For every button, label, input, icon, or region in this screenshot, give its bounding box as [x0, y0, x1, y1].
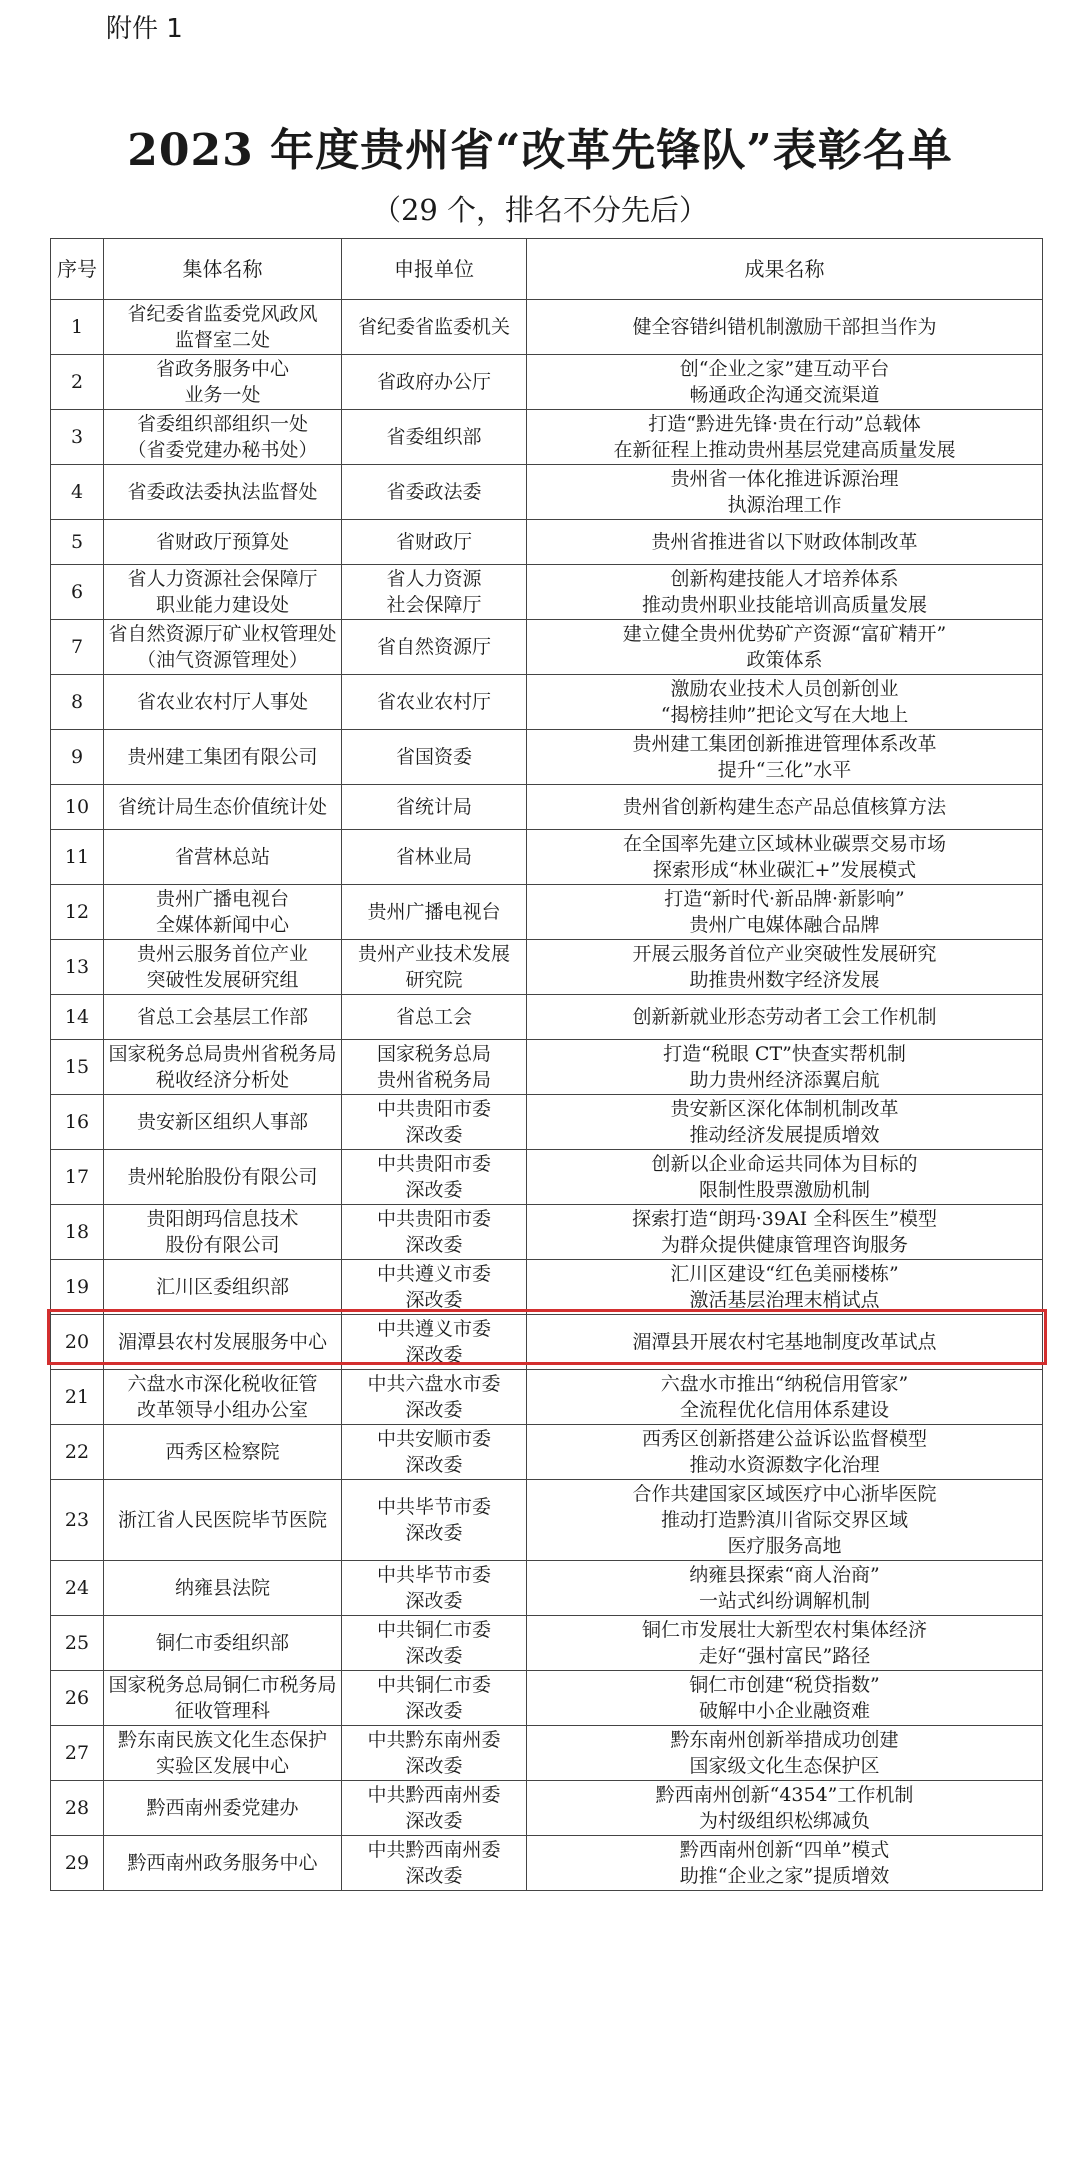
achievement-name: 贵州省推进省以下财政体制改革: [527, 520, 1043, 565]
achievement-name: 黔西南州创新“4354”工作机制 为村级组织松绑减负: [527, 1781, 1043, 1836]
row-number: 13: [51, 940, 104, 995]
row-number: 15: [51, 1040, 104, 1095]
reporting-unit: 省人力资源 社会保障厅: [342, 565, 527, 620]
page-subtitle: （29 个，排名不分先后）: [371, 193, 709, 227]
group-name: 铜仁市委组织部: [104, 1616, 342, 1671]
group-name: 浙江省人民医院毕节医院: [104, 1480, 342, 1561]
table-row: [51, 1260, 1043, 1315]
achievement-name: 贵安新区深化体制机制改革 推动经济发展提质增效: [527, 1095, 1043, 1150]
reporting-unit: 省委政法委: [342, 465, 527, 520]
group-name: 贵州建工集团有限公司: [104, 730, 342, 785]
reporting-unit: 省林业局: [342, 830, 527, 885]
reporting-unit: 贵州产业技术发展 研究院: [342, 940, 527, 995]
row-number: 7: [51, 620, 104, 675]
reporting-unit: 中共遵义市委 深改委: [342, 1315, 527, 1370]
table-row: [51, 1781, 1043, 1836]
table-row: [51, 410, 1043, 465]
table-row: [51, 1836, 1043, 1891]
reporting-unit: 中共安顺市委 深改委: [342, 1425, 527, 1480]
table-row: [51, 995, 1043, 1040]
table-row: [51, 1616, 1043, 1671]
column-header-number: 序号: [51, 239, 104, 300]
table-row: [51, 1726, 1043, 1781]
reporting-unit: 中共铜仁市委 深改委: [342, 1616, 527, 1671]
table-row: [51, 620, 1043, 675]
row-number: 27: [51, 1726, 104, 1781]
achievement-name: 建立健全贵州优势矿产资源“富矿精开” 政策体系: [527, 620, 1043, 675]
table-row: [51, 520, 1043, 565]
row-number: 24: [51, 1561, 104, 1616]
achievement-name: 激励农业技术人员创新创业 “揭榜挂帅”把论文写在大地上: [527, 675, 1043, 730]
row-number: 6: [51, 565, 104, 620]
award-table: [50, 238, 1043, 1891]
reporting-unit: 省纪委省监委机关: [342, 300, 527, 355]
group-name: 贵州云服务首位产业 突破性发展研究组: [104, 940, 342, 995]
achievement-name: 六盘水市推出“纳税信用管家” 全流程优化信用体系建设: [527, 1370, 1043, 1425]
row-number: 4: [51, 465, 104, 520]
achievement-name: 创新构建技能人才培养体系 推动贵州职业技能培训高质量发展: [527, 565, 1043, 620]
row-number: 9: [51, 730, 104, 785]
table-row: [51, 1671, 1043, 1726]
reporting-unit: 中共贵阳市委 深改委: [342, 1095, 527, 1150]
achievement-name: 开展云服务首位产业突破性发展研究 助推贵州数字经济发展: [527, 940, 1043, 995]
achievement-name: 打造“新时代·新品牌·新影响” 贵州广电媒体融合品牌: [527, 885, 1043, 940]
row-number: 25: [51, 1616, 104, 1671]
reporting-unit: 中共六盘水市委 深改委: [342, 1370, 527, 1425]
table-row: [51, 300, 1043, 355]
achievement-name: 铜仁市发展壮大新型农村集体经济 走好“强村富民”路径: [527, 1616, 1043, 1671]
achievement-name: 创“企业之家”建互动平台 畅通政企沟通交流渠道: [527, 355, 1043, 410]
row-number: 12: [51, 885, 104, 940]
reporting-unit: 国家税务总局 贵州省税务局: [342, 1040, 527, 1095]
group-name: 纳雍县法院: [104, 1561, 342, 1616]
table-row: [51, 1480, 1043, 1561]
group-name: 贵阳朗玛信息技术 股份有限公司: [104, 1205, 342, 1260]
page-title: 2023 年度贵州省“改革先锋队”表彰名单: [127, 125, 953, 176]
reporting-unit: 中共毕节市委 深改委: [342, 1480, 527, 1561]
group-name: 西秀区检察院: [104, 1425, 342, 1480]
group-name: 贵州广播电视台 全媒体新闻中心: [104, 885, 342, 940]
group-name: 省政务服务中心 业务一处: [104, 355, 342, 410]
reporting-unit: 贵州广播电视台: [342, 885, 527, 940]
achievement-name: 健全容错纠错机制激励干部担当作为: [527, 300, 1043, 355]
achievement-name: 西秀区创新搭建公益诉讼监督模型 推动水资源数字化治理: [527, 1425, 1043, 1480]
reporting-unit: 省总工会: [342, 995, 527, 1040]
row-number: 1: [51, 300, 104, 355]
table-row: [51, 1205, 1043, 1260]
group-name: 省自然资源厅矿业权管理处 （油气资源管理处）: [104, 620, 342, 675]
reporting-unit: 中共黔西南州委 深改委: [342, 1781, 527, 1836]
table-body: [51, 300, 1043, 1891]
achievement-name: 创新新就业形态劳动者工会工作机制: [527, 995, 1043, 1040]
group-name: 省营林总站: [104, 830, 342, 885]
table-row: [51, 1561, 1043, 1616]
row-number: 26: [51, 1671, 104, 1726]
group-name: 湄潭县农村发展服务中心: [104, 1315, 342, 1370]
group-name: 贵安新区组织人事部: [104, 1095, 342, 1150]
achievement-name: 在全国率先建立区域林业碳票交易市场 探索形成“林业碳汇+”发展模式: [527, 830, 1043, 885]
group-name: 省委组织部组织一处 （省委党建办秘书处）: [104, 410, 342, 465]
reporting-unit: 中共铜仁市委 深改委: [342, 1671, 527, 1726]
column-header-result: 成果名称: [527, 239, 1043, 300]
group-name: 黔西南州政务服务中心: [104, 1836, 342, 1891]
reporting-unit: 中共毕节市委 深改委: [342, 1561, 527, 1616]
row-number: 16: [51, 1095, 104, 1150]
group-name: 省财政厅预算处: [104, 520, 342, 565]
table-header-row: [51, 239, 1043, 300]
table-row: [51, 565, 1043, 620]
column-header-unit: 申报单位: [342, 239, 527, 300]
achievement-name: 黔东南州创新举措成功创建 国家级文化生态保护区: [527, 1726, 1043, 1781]
group-name: 省人力资源社会保障厅 职业能力建设处: [104, 565, 342, 620]
table-row: [51, 885, 1043, 940]
group-name: 黔西南州委党建办: [104, 1781, 342, 1836]
row-number: 3: [51, 410, 104, 465]
row-number: 23: [51, 1480, 104, 1561]
group-name: 省统计局生态价值统计处: [104, 785, 342, 830]
column-header-name: 集体名称: [104, 239, 342, 300]
row-number: 8: [51, 675, 104, 730]
table-row: [51, 465, 1043, 520]
achievement-name: 打造“税眼 CT”快查实帮机制 助力贵州经济添翼启航: [527, 1040, 1043, 1095]
achievement-name: 汇川区建设“红色美丽楼栋” 激活基层治理末梢试点: [527, 1260, 1043, 1315]
table-row: [51, 1040, 1043, 1095]
row-number: 10: [51, 785, 104, 830]
row-number: 18: [51, 1205, 104, 1260]
group-name: 六盘水市深化税收征管 改革领导小组办公室: [104, 1370, 342, 1425]
reporting-unit: 省农业农村厅: [342, 675, 527, 730]
table-row: [51, 830, 1043, 885]
table-row: [51, 1315, 1043, 1370]
attachment-label: 附件 1: [106, 14, 183, 44]
table-row: [51, 785, 1043, 830]
group-name: 省纪委省监委党风政风 监督室二处: [104, 300, 342, 355]
row-number: 11: [51, 830, 104, 885]
group-name: 省委政法委执法监督处: [104, 465, 342, 520]
row-number: 29: [51, 1836, 104, 1891]
group-name: 黔东南民族文化生态保护 实验区发展中心: [104, 1726, 342, 1781]
reporting-unit: 省国资委: [342, 730, 527, 785]
table-row: [51, 675, 1043, 730]
reporting-unit: 中共贵阳市委 深改委: [342, 1205, 527, 1260]
table-row: [51, 1370, 1043, 1425]
group-name: 国家税务总局贵州省税务局 税收经济分析处: [104, 1040, 342, 1095]
table-row: [51, 1150, 1043, 1205]
reporting-unit: 中共贵阳市委 深改委: [342, 1150, 527, 1205]
row-number: 19: [51, 1260, 104, 1315]
row-number: 20: [51, 1315, 104, 1370]
achievement-name: 贵州建工集团创新推进管理体系改革 提升“三化”水平: [527, 730, 1043, 785]
achievement-name: 铜仁市创建“税贷指数” 破解中小企业融资难: [527, 1671, 1043, 1726]
reporting-unit: 中共遵义市委 深改委: [342, 1260, 527, 1315]
reporting-unit: 省政府办公厅: [342, 355, 527, 410]
group-name: 省农业农村厅人事处: [104, 675, 342, 730]
achievement-name: 黔西南州创新“四单”模式 助推“企业之家”提质增效: [527, 1836, 1043, 1891]
table-row: [51, 355, 1043, 410]
row-number: 22: [51, 1425, 104, 1480]
row-number: 17: [51, 1150, 104, 1205]
achievement-name: 创新以企业命运共同体为目标的 限制性股票激励机制: [527, 1150, 1043, 1205]
row-number: 21: [51, 1370, 104, 1425]
achievement-name: 探索打造“朗玛·39AI 全科医生”模型 为群众提供健康管理咨询服务: [527, 1205, 1043, 1260]
reporting-unit: 省委组织部: [342, 410, 527, 465]
table-row: [51, 940, 1043, 995]
group-name: 贵州轮胎股份有限公司: [104, 1150, 342, 1205]
achievement-name: 打造“黔进先锋·贵在行动”总载体 在新征程上推动贵州基层党建高质量发展: [527, 410, 1043, 465]
row-number: 5: [51, 520, 104, 565]
achievement-name: 纳雍县探索“商人治商” 一站式纠纷调解机制: [527, 1561, 1043, 1616]
row-number: 14: [51, 995, 104, 1040]
group-name: 汇川区委组织部: [104, 1260, 342, 1315]
achievement-name: 贵州省创新构建生态产品总值核算方法: [527, 785, 1043, 830]
group-name: 国家税务总局铜仁市税务局 征收管理科: [104, 1671, 342, 1726]
achievement-name: 合作共建国家区域医疗中心浙毕医院 推动打造黔滇川省际交界区域 医疗服务高地: [527, 1480, 1043, 1561]
table-row: [51, 1425, 1043, 1480]
table-row: [51, 730, 1043, 785]
reporting-unit: 中共黔东南州委 深改委: [342, 1726, 527, 1781]
achievement-name: 贵州省一体化推进诉源治理 执源治理工作: [527, 465, 1043, 520]
group-name: 省总工会基层工作部: [104, 995, 342, 1040]
achievement-name: 湄潭县开展农村宅基地制度改革试点: [527, 1315, 1043, 1370]
row-number: 28: [51, 1781, 104, 1836]
reporting-unit: 省自然资源厅: [342, 620, 527, 675]
reporting-unit: 省财政厅: [342, 520, 527, 565]
reporting-unit: 省统计局: [342, 785, 527, 830]
table-row: [51, 1095, 1043, 1150]
row-number: 2: [51, 355, 104, 410]
reporting-unit: 中共黔西南州委 深改委: [342, 1836, 527, 1891]
